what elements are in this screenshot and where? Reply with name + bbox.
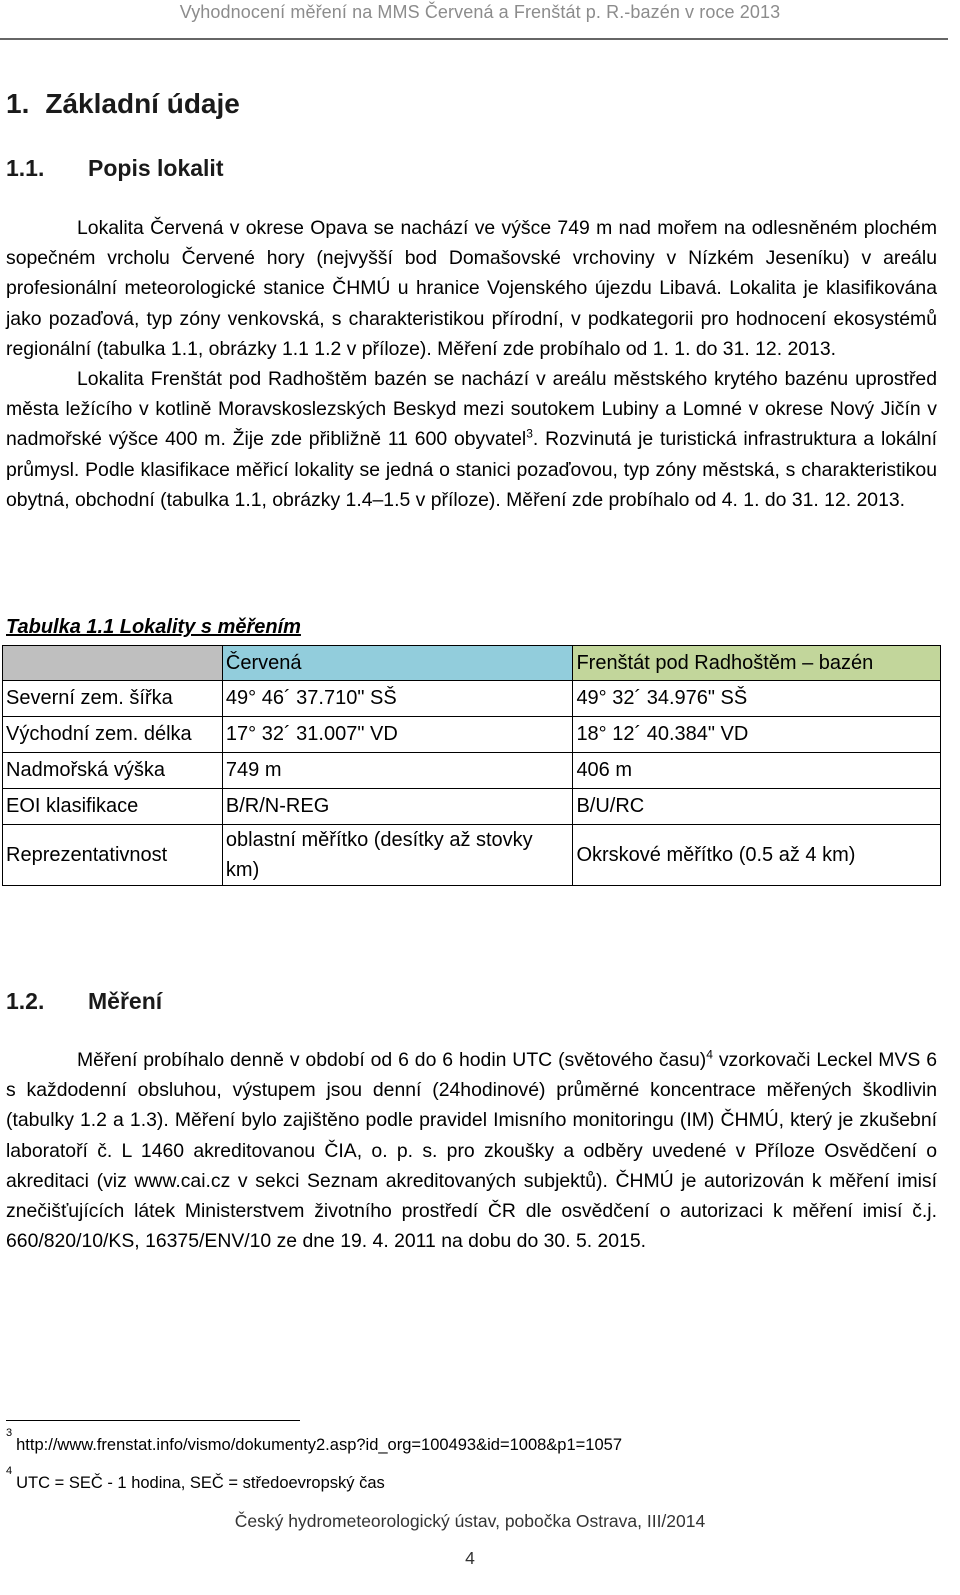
page-footer: Český hydrometeorologický ústav, pobočka Ostrava, III/2014 [234,1511,706,1531]
table-caption: Tabulka 1.1 Lokality s měřením [6,616,301,638]
section-number: 1.2. [6,988,45,1014]
section-number: 1. [6,88,30,119]
table-cell: EOI klasifikace [3,789,223,825]
table-header-cell: Frenštát pod Radhoštěm – bazén [573,646,941,681]
table-cell: 749 m [222,753,573,789]
measurement-description [6,1045,937,1256]
table-row [3,717,941,753]
localities-table [2,645,941,886]
table-row [3,681,941,717]
table-cell: Reprezentativnost [3,825,223,886]
table-header-cell: Červená [222,646,573,681]
locality-description [6,213,937,515]
running-header: Vyhodnocení měření na MMS Červená a Frenštát p. R.-bazén v roce 2013 [179,2,781,22]
table-row [3,825,941,886]
section-title: Měření [88,988,163,1014]
table-header-cell [3,646,223,681]
paragraph-text: vzorkovači Leckel MVS 6 s každodenní obsluhou, výstupem jsou denní (24hodinové) průměrné koncentrace měřených škodlivin (tabulky 1.2 a 1.3). Měření bylo zajištěno podle pravidel Imisního monitoringu (IM) ČHMÚ, který je zkušební laboratoří č. L 1460 akreditovanou ČIA, o. p. s. pro zkoušky a odběry uvedené v Příloze Osvědčení o akreditaci (viz www.cai.cz v sekci Seznam akreditovaných subjektů). ČHMÚ je autorizován k měření imisí znečišťujících látek Ministerstvem životního prostředí ČR dle osvědčení o autorizaci k měření imisí č.j. 660/820/10/KS, 16375/ENV/10 ze dne 19. 4. 2011 na dobu do 30. 5. 2015. [6,1049,937,1253]
paragraph-text: Měření probíhalo denně v období od 6 do 6 hodin UTC (světového času) [77,1049,707,1071]
footnote-link[interactable]: http://www.frenstat.info/vismo/dokumenty2.asp?id_org=100493&id=1008&p1=1057 [16,1436,622,1454]
footnote-ref: 4 [706,1047,713,1062]
section-heading-1-2 [6,988,162,1015]
section-heading-1 [6,88,240,120]
table-cell: Severní zem. šířka [3,681,223,717]
paragraph-text: Lokalita Frenštát pod Radhoštěm bazén se nachází v areálu městského krytého bazénu uprostřed města ležícího v kotlině Moravskoslezských Beskyd mezi soutokem Lubiny a Lomné v okrese Nový Jičín v nadmořské výšce 400 m. Žije zde přibližně 11 600 obyvatel [6,368,937,451]
table-cell: 406 m [573,753,941,789]
table-row [3,753,941,789]
table-cell: Okrskové měřítko (0.5 až 4 km) [573,825,941,886]
table-cell: 49° 32´ 34.976" SŠ [573,681,941,717]
footnote-3 [6,1426,622,1455]
section-number: 1.1. [6,155,45,181]
table-cell: 18° 12´ 40.384" VD [573,717,941,753]
header-rule [0,38,948,40]
footnote-ref: 3 [526,426,533,441]
footnote-4 [6,1464,385,1493]
table-cell: 49° 46´ 37.710" SŠ [222,681,573,717]
paragraph-frenstat [6,364,937,515]
table-cell: oblastní měřítko (desítky až stovky km) [222,825,573,886]
table-cell: Nadmořská výška [3,753,223,789]
paragraph-cervena: Lokalita Červená v okrese Opava se nachází ve výšce 749 m nad mořem na odlesněném plochém sopečném vrcholu Červené hory (nejvyšší bod Domašovské vrchoviny v Nízkém Jeseníku) v areálu profesionální meteorologické stanice ČHMÚ u hranice Vojenského újezdu Libavá. Lokalita je klasifikována jako pozaďová, typ zóny venkovská, s charakteristikou přírodní, v podkategorii pro hodnocení ekosystémů regionální (tabulka 1.1, obrázky 1.1 1.2 v příloze). Měření zde probíhalo od 1. 1. do 31. 12. 2013. [6,217,937,360]
paragraph-measurement [6,1045,937,1256]
section-heading-1-1 [6,155,223,182]
footnote-mark: 4 [6,1464,13,1477]
table-cell: Východní zem. délka [3,717,223,753]
table-cell: 17° 32´ 31.007" VD [222,717,573,753]
table-header-row [3,646,941,681]
footnote-mark: 3 [6,1426,13,1439]
section-title: Základní údaje [45,88,240,119]
paragraph-text: . Rozvinutá je turistická infrastruktura a lokální průmysl. Podle klasifikace měřicí lokality se jedná o stanici pozaďovou, typ zóny městská, s charakteristikou obytná, obchodní (tabulka 1.1, obrázky 1.4–1.5 v příloze). Měření zde probíhalo od 4. 1. do 31. 12. 2013. [6,428,937,511]
page-number: 4 [465,1548,475,1568]
footnote-separator [6,1420,300,1421]
table-cell: B/R/N-REG [222,789,573,825]
footnote-text: UTC = SEČ - 1 hodina, SEČ = středoevropský čas [16,1474,385,1492]
table-row [3,789,941,825]
section-title: Popis lokalit [88,155,224,181]
table-cell: B/U/RC [573,789,941,825]
